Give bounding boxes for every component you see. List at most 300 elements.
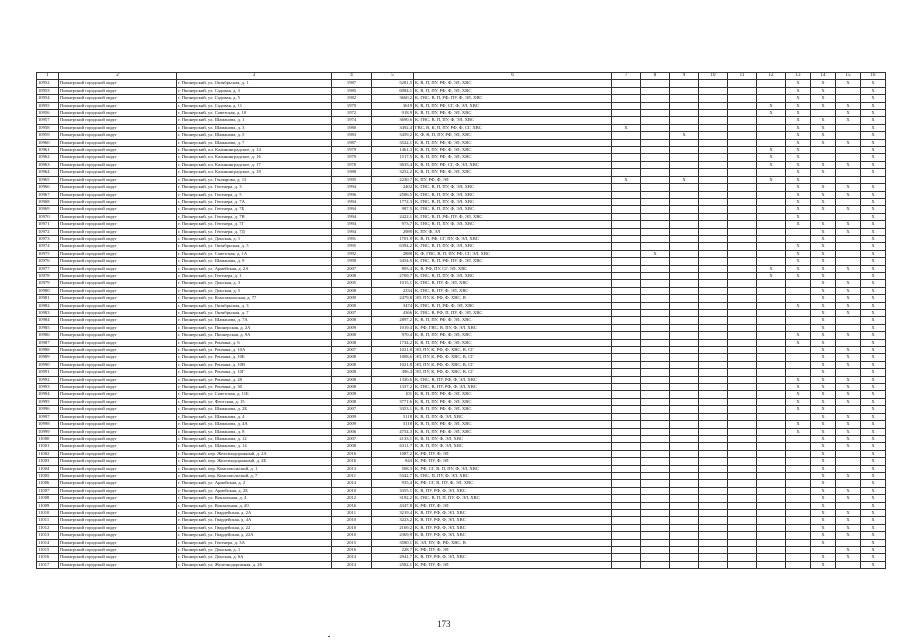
cell-address: г. Пионерский, ул. Октябрьская, д. 1	[177, 80, 332, 87]
cell-address: г. Пионерский, пер. Комсомольский, д. 7	[177, 472, 332, 479]
cell-col-8	[641, 458, 670, 465]
cell-col-11	[728, 428, 757, 435]
cell-row-id: 10993	[37, 384, 59, 391]
cell-col-11	[728, 413, 757, 420]
cell-col-8	[641, 509, 670, 516]
cell-col-9	[670, 184, 699, 191]
cell-municipality: Пионерский городской округ	[59, 176, 177, 183]
cell-col-12	[757, 310, 786, 317]
cell-col-7	[612, 435, 641, 442]
cell-col-7	[612, 198, 641, 205]
cell-col-8	[641, 198, 670, 205]
cell-col-7	[612, 524, 641, 531]
cell-structural-elements: К, В, ПУ, РФ, Ф, ЭЛ, ХВС	[414, 532, 612, 539]
cell-col-11	[728, 561, 757, 568]
cell-year-built: 1995	[332, 243, 372, 250]
cell-col-13	[786, 310, 811, 317]
table-row	[37, 87, 886, 94]
cell-col-16: Х	[861, 147, 886, 154]
cell-structural-elements: К, ГВС, В, ПУ, Ф, ЭЛ, ХВС	[414, 287, 612, 294]
cell-col-16: Х	[861, 480, 886, 487]
cell-area: 228,7	[372, 547, 414, 554]
cell-col-14: Х	[811, 339, 836, 346]
table-row	[37, 265, 886, 272]
cell-col-8	[641, 472, 670, 479]
cell-col-13: Х	[786, 376, 811, 383]
cell-structural-elements: К, В, П, ПУ, РФ, Ф, ЭЛ, ХВС	[414, 428, 612, 435]
cell-col-14: Х	[811, 102, 836, 109]
cell-row-id: 10980	[37, 287, 59, 294]
table-row	[37, 147, 886, 154]
cell-col-10	[699, 169, 728, 176]
cell-col-9	[670, 487, 699, 494]
table-row	[37, 213, 886, 220]
cell-row-id: 10989	[37, 354, 59, 361]
cell-col-13: Х	[786, 110, 811, 117]
cell-col-10	[699, 361, 728, 368]
cell-col-9	[670, 250, 699, 257]
cell-municipality: Пионерский городской округ	[59, 324, 177, 331]
cell-address: г. Пионерский, ул. Армейская, д. 2	[177, 480, 332, 487]
cell-col-13: Х	[786, 258, 811, 265]
cell-area: 3454,9	[372, 258, 414, 265]
cell-structural-elements: К, ПУ, Ф, ЭЛ	[414, 228, 612, 235]
cell-col-13: Х	[786, 184, 811, 191]
cell-municipality: Пионерский городской округ	[59, 117, 177, 124]
cell-col-15	[836, 169, 861, 176]
cell-col-14: Х	[811, 310, 836, 317]
cell-area: 2897,2	[372, 317, 414, 324]
cell-col-16: Х	[861, 317, 886, 324]
cell-structural-elements: К, ГВС, В, РФ, П, ПУ, Ф, ЭЛ, ХВС	[414, 310, 612, 317]
cell-area: 508,3	[372, 465, 414, 472]
cell-col-7	[612, 310, 641, 317]
cell-municipality: Пионерский городской округ	[59, 369, 177, 376]
cell-col-9	[670, 87, 699, 94]
cell-address: г. Пионерский, ул. Советская, д. 10	[177, 110, 332, 117]
cell-row-id: 10954	[37, 95, 59, 102]
cell-area: 1772,3	[372, 198, 414, 205]
cell-col-8	[641, 450, 670, 457]
cell-address: г. Пионерский, ул. Шаманова, д. 3	[177, 124, 332, 131]
cell-col-12	[757, 280, 786, 287]
cell-col-8	[641, 524, 670, 531]
cell-col-12	[757, 317, 786, 324]
cell-year-built: 2010	[332, 524, 372, 531]
cell-col-12	[757, 243, 786, 250]
cell-municipality: Пионерский городской округ	[59, 228, 177, 235]
cell-col-7	[612, 213, 641, 220]
cell-row-id: 10987	[37, 339, 59, 346]
cell-col-10	[699, 502, 728, 509]
cell-col-15: Х	[836, 391, 861, 398]
cell-col-13: Х	[786, 169, 811, 176]
cell-col-12	[757, 502, 786, 509]
cell-col-15	[836, 465, 861, 472]
cell-col-16: Х	[861, 161, 886, 168]
cell-structural-elements: К, В, П, ПУ, РФ, Ф, ЭЛ, ХВС	[414, 391, 612, 398]
cell-area: 3474	[372, 302, 414, 309]
cell-col-8	[641, 465, 670, 472]
cell-col-12	[757, 191, 786, 198]
cell-col-7	[612, 339, 641, 346]
cell-address: г. Пионерский, ул. Донская, д. 1	[177, 235, 332, 242]
cell-col-10	[699, 310, 728, 317]
cell-col-15	[836, 369, 861, 376]
cell-col-13	[786, 324, 811, 331]
cell-col-9	[670, 110, 699, 117]
cell-col-11	[728, 421, 757, 428]
cell-col-15	[836, 339, 861, 346]
cell-address: г. Пионерский, ул. Гептнера, д. 3	[177, 184, 332, 191]
cell-area: 3219,4	[372, 509, 414, 516]
cell-structural-elements: К, ГВС, В, П, ПУ, Ф, ЭЛ, ХВС	[414, 191, 612, 198]
cell-col-8	[641, 406, 670, 413]
cell-col-16: Х	[861, 235, 886, 242]
cell-address: г. Пионерский, пл. Калининградское, д. 17	[177, 161, 332, 168]
table-row	[37, 502, 886, 509]
cell-col-13	[786, 524, 811, 531]
cell-col-13	[786, 509, 811, 516]
cell-municipality: Пионерский городской округ	[59, 339, 177, 346]
cell-address: г. Пионерский, ул. Шаманова, д. 5	[177, 132, 332, 139]
cell-municipality: Пионерский городской округ	[59, 361, 177, 368]
cell-address: г. Пионерский, ул. Гвардейская, д. 4А	[177, 517, 332, 524]
table-row	[37, 347, 886, 354]
cell-col-9	[670, 361, 699, 368]
cell-municipality: Пионерский городской округ	[59, 206, 177, 213]
cell-col-15	[836, 458, 861, 465]
cell-address: г. Пионерский, ул. Железнодорожная, д. 26	[177, 561, 332, 568]
cell-col-16: Х	[861, 243, 886, 250]
cell-col-10	[699, 80, 728, 87]
cell-area: 2888	[372, 250, 414, 257]
cell-area: 1701,9	[372, 235, 414, 242]
cell-col-11	[728, 213, 757, 220]
cell-col-13: Х	[786, 206, 811, 213]
cell-address: г. Пионерский, ул. Рензина, д. 10А	[177, 347, 332, 354]
cell-col-9	[670, 147, 699, 154]
column-number: 15	[836, 73, 861, 80]
cell-col-11	[728, 347, 757, 354]
cell-municipality: Пионерский городской округ	[59, 376, 177, 383]
cell-year-built: 1996	[332, 191, 372, 198]
cell-col-11	[728, 124, 757, 131]
cell-municipality: Пионерский городской округ	[59, 132, 177, 139]
cell-structural-elements: К, ГВС, В, П, ПУ, Ф, ЭЛ, ХВС	[414, 221, 612, 228]
cell-municipality: Пионерский городской округ	[59, 413, 177, 420]
cell-year-built: 1982	[332, 95, 372, 102]
cell-municipality: Пионерский городской округ	[59, 80, 177, 87]
cell-col-15: Х	[836, 265, 861, 272]
cell-structural-elements: К, ГВС, В, П, ПУ, Ф, ЭЛ, ХВС	[414, 272, 612, 279]
cell-municipality: Пионерский городской округ	[59, 110, 177, 117]
cell-col-13	[786, 480, 811, 487]
cell-year-built: 1991	[332, 235, 372, 242]
cell-col-14: Х	[811, 532, 836, 539]
cell-col-10	[699, 117, 728, 124]
cell-year-built: 2008	[332, 339, 372, 346]
cell-col-13: Х	[786, 95, 811, 102]
cell-year-built: 2008	[332, 443, 372, 450]
table-row	[37, 154, 886, 161]
cell-col-16: Х	[861, 139, 886, 146]
cell-col-8	[641, 369, 670, 376]
cell-col-15	[836, 198, 861, 205]
cell-col-14: Х	[811, 235, 836, 242]
cell-col-14: Х	[811, 517, 836, 524]
cell-col-10	[699, 524, 728, 531]
cell-col-10	[699, 139, 728, 146]
cell-year-built: 2000	[332, 302, 372, 309]
cell-col-15	[836, 124, 861, 131]
cell-row-id: 10998	[37, 421, 59, 428]
cell-address: г. Пионерский, ул. Шаманова, д. 7А	[177, 317, 332, 324]
cell-address: г. Пионерский, ул. Гончарова, д. 13	[177, 176, 332, 183]
column-number: 12	[757, 73, 786, 80]
cell-col-9	[670, 472, 699, 479]
cell-col-16: Х	[861, 332, 886, 339]
table-row	[37, 435, 886, 442]
cell-col-16: Х	[861, 206, 886, 213]
cell-structural-elements: К, РФ, СГ, В, ПУ, Ф, ЭЛ, ХВС	[414, 480, 612, 487]
cell-year-built: 2008	[332, 376, 372, 383]
cell-col-15: Х	[836, 443, 861, 450]
cell-col-11	[728, 465, 757, 472]
cell-col-12	[757, 324, 786, 331]
cell-col-16: Х	[861, 310, 886, 317]
cell-col-13	[786, 472, 811, 479]
cell-col-9	[670, 539, 699, 546]
cell-col-12: Х	[757, 110, 786, 117]
cell-municipality: Пионерский городской округ	[59, 435, 177, 442]
cell-address: г. Пионерский, ул. Рензина, д. 6	[177, 339, 332, 346]
cell-col-14: Х	[811, 139, 836, 146]
cell-col-9	[670, 354, 699, 361]
cell-municipality: Пионерский городской округ	[59, 443, 177, 450]
cell-col-8	[641, 258, 670, 265]
cell-col-11	[728, 302, 757, 309]
cell-col-9	[670, 450, 699, 457]
cell-col-12	[757, 302, 786, 309]
cell-col-15: Х	[836, 206, 861, 213]
cell-col-7	[612, 443, 641, 450]
cell-col-13: Х	[786, 87, 811, 94]
cell-area: 844	[372, 458, 414, 465]
cell-structural-elements: К, В, ПУ, РФ, Ф, ЭЛ, ХВС	[414, 524, 612, 531]
cell-col-8	[641, 421, 670, 428]
table-row	[37, 443, 886, 450]
cell-year-built: 2011	[332, 472, 372, 479]
cell-col-10	[699, 265, 728, 272]
cell-row-id: 10966	[37, 184, 59, 191]
column-number: 8	[641, 73, 670, 80]
cell-col-14: Х	[811, 465, 836, 472]
cell-col-7	[612, 221, 641, 228]
cell-col-10	[699, 332, 728, 339]
cell-col-16: Х	[861, 198, 886, 205]
cell-col-11	[728, 391, 757, 398]
table-row	[37, 176, 886, 183]
cell-col-9	[670, 509, 699, 516]
cell-municipality: Пионерский городской округ	[59, 221, 177, 228]
cell-col-10	[699, 532, 728, 539]
cell-address: г. Пионерский, ул. Рензина, д. 30	[177, 384, 332, 391]
cell-col-12	[757, 139, 786, 146]
cell-col-16: Х	[861, 443, 886, 450]
cell-year-built: 1994	[332, 213, 372, 220]
cell-col-7	[612, 169, 641, 176]
cell-col-11	[728, 280, 757, 287]
cell-col-15: Х	[836, 117, 861, 124]
cell-col-9	[670, 324, 699, 331]
cell-col-11	[728, 191, 757, 198]
cell-year-built: 2009	[332, 413, 372, 420]
cell-structural-elements: К, В, ПУ, РФ, Ф, ЭЛ, ХВС	[414, 517, 612, 524]
table-row	[37, 406, 886, 413]
cell-year-built: 2008	[332, 384, 372, 391]
cell-col-8	[641, 561, 670, 568]
cell-year-built: 1972	[332, 110, 372, 117]
cell-address: г. Пионерский, ул. Армейская, д. 2А	[177, 265, 332, 272]
cell-col-13	[786, 487, 811, 494]
cell-col-8	[641, 302, 670, 309]
cell-structural-elements: К, В, П, ПУ, Ф, ЭЛ, ХВС	[414, 413, 612, 420]
cell-area: 1021,8	[372, 347, 414, 354]
cell-area: 1019,4	[372, 324, 414, 331]
table-row	[37, 428, 886, 435]
cell-col-11	[728, 147, 757, 154]
table-row	[37, 561, 886, 568]
cell-col-11	[728, 517, 757, 524]
cell-col-15	[836, 154, 861, 161]
cell-address: г. Пионерский, ул. Пионерская, д. 9А	[177, 332, 332, 339]
cell-area: 3355,1	[372, 487, 414, 494]
cell-col-16: Х	[861, 487, 886, 494]
cell-col-12	[757, 228, 786, 235]
cell-col-12	[757, 376, 786, 383]
cell-col-7	[612, 154, 641, 161]
cell-col-8	[641, 339, 670, 346]
cell-col-7	[612, 369, 641, 376]
cell-area: 2989	[372, 228, 414, 235]
cell-col-13: Х	[786, 272, 811, 279]
cell-col-12	[757, 398, 786, 405]
cell-col-15: Х	[836, 435, 861, 442]
cell-municipality: Пионерский городской округ	[59, 472, 177, 479]
cell-col-10	[699, 250, 728, 257]
cell-col-15	[836, 502, 861, 509]
cell-year-built: 2009	[332, 324, 372, 331]
cell-year-built: 2007	[332, 265, 372, 272]
table-row	[37, 509, 886, 516]
table-row	[37, 539, 886, 546]
table-body	[37, 80, 886, 569]
cell-col-9	[670, 398, 699, 405]
cell-col-15	[836, 213, 861, 220]
cell-col-7	[612, 450, 641, 457]
table-row	[37, 376, 886, 383]
cell-col-8	[641, 539, 670, 546]
cell-municipality: Пионерский городской округ	[59, 547, 177, 554]
cell-col-10	[699, 221, 728, 228]
cell-col-10	[699, 435, 728, 442]
cell-col-10	[699, 243, 728, 250]
cell-row-id: 10977	[37, 265, 59, 272]
cell-area: 2133,1	[372, 435, 414, 442]
cell-municipality: Пионерский городской округ	[59, 502, 177, 509]
cell-col-8	[641, 147, 670, 154]
cell-col-11	[728, 250, 757, 257]
cell-area: 3580,1	[372, 539, 414, 546]
cell-address: г. Пионерский, ул. Рензина, д. 10В	[177, 361, 332, 368]
cell-row-id: 10994	[37, 391, 59, 398]
cell-col-13	[786, 517, 811, 524]
cell-col-10	[699, 561, 728, 568]
cell-col-16: Х	[861, 391, 886, 398]
cell-col-13	[786, 235, 811, 242]
cell-structural-elements: К, ГВС, В, П, РФ, ПУ, Ф, ЭЛ, ХВС	[414, 95, 612, 102]
cell-col-14: Х	[811, 524, 836, 531]
cell-area: 5281,5	[372, 80, 414, 87]
table-row	[37, 221, 886, 228]
cell-structural-elements: К, РФ, ПУ, Ф, ЭЛ	[414, 450, 612, 457]
cell-year-built: 1978	[332, 161, 372, 168]
cell-col-13: Х	[786, 391, 811, 398]
cell-col-15: Х	[836, 398, 861, 405]
cell-col-12	[757, 87, 786, 94]
cell-col-7	[612, 228, 641, 235]
cell-col-7	[612, 139, 641, 146]
cell-year-built: 2016	[332, 450, 372, 457]
cell-col-13: Х	[786, 332, 811, 339]
cell-col-16: Х	[861, 191, 886, 198]
cell-col-13: Х	[786, 302, 811, 309]
cell-col-15: Х	[836, 280, 861, 287]
cell-col-11	[728, 228, 757, 235]
cell-area: 3252,2	[372, 169, 414, 176]
cell-col-16: Х	[861, 221, 886, 228]
table-row	[37, 391, 886, 398]
cell-col-16: Х	[861, 87, 886, 94]
cell-structural-elements: К, ГВС, В, ПУ, РФ, Ф, ЭЛ, ХВС	[414, 376, 612, 383]
cell-col-8	[641, 161, 670, 168]
cell-col-14: Х	[811, 250, 836, 257]
column-number: 14	[811, 73, 836, 80]
cell-col-15: Х	[836, 295, 861, 302]
cell-col-7	[612, 87, 641, 94]
cell-col-16: Х	[861, 554, 886, 561]
cell-col-16: Х	[861, 110, 886, 117]
cell-col-16: Х	[861, 561, 886, 568]
cell-col-8	[641, 487, 670, 494]
cell-col-7	[612, 272, 641, 279]
cell-col-12	[757, 532, 786, 539]
cell-col-11	[728, 450, 757, 457]
cell-municipality: Пионерский городской округ	[59, 161, 177, 168]
cell-col-14: Х	[811, 317, 836, 324]
cell-col-12	[757, 339, 786, 346]
cell-col-7	[612, 147, 641, 154]
cell-col-9	[670, 369, 699, 376]
cell-address: г. Пионерский, ул. Советская, д. 1А	[177, 250, 332, 257]
cell-col-14: Х	[811, 406, 836, 413]
cell-col-10	[699, 487, 728, 494]
cell-col-12	[757, 443, 786, 450]
cell-col-10	[699, 376, 728, 383]
table-row	[37, 228, 886, 235]
cell-structural-elements: К, ГВС, В, П, ПУ, Ф, ЭЛ, ХВС	[414, 206, 612, 213]
